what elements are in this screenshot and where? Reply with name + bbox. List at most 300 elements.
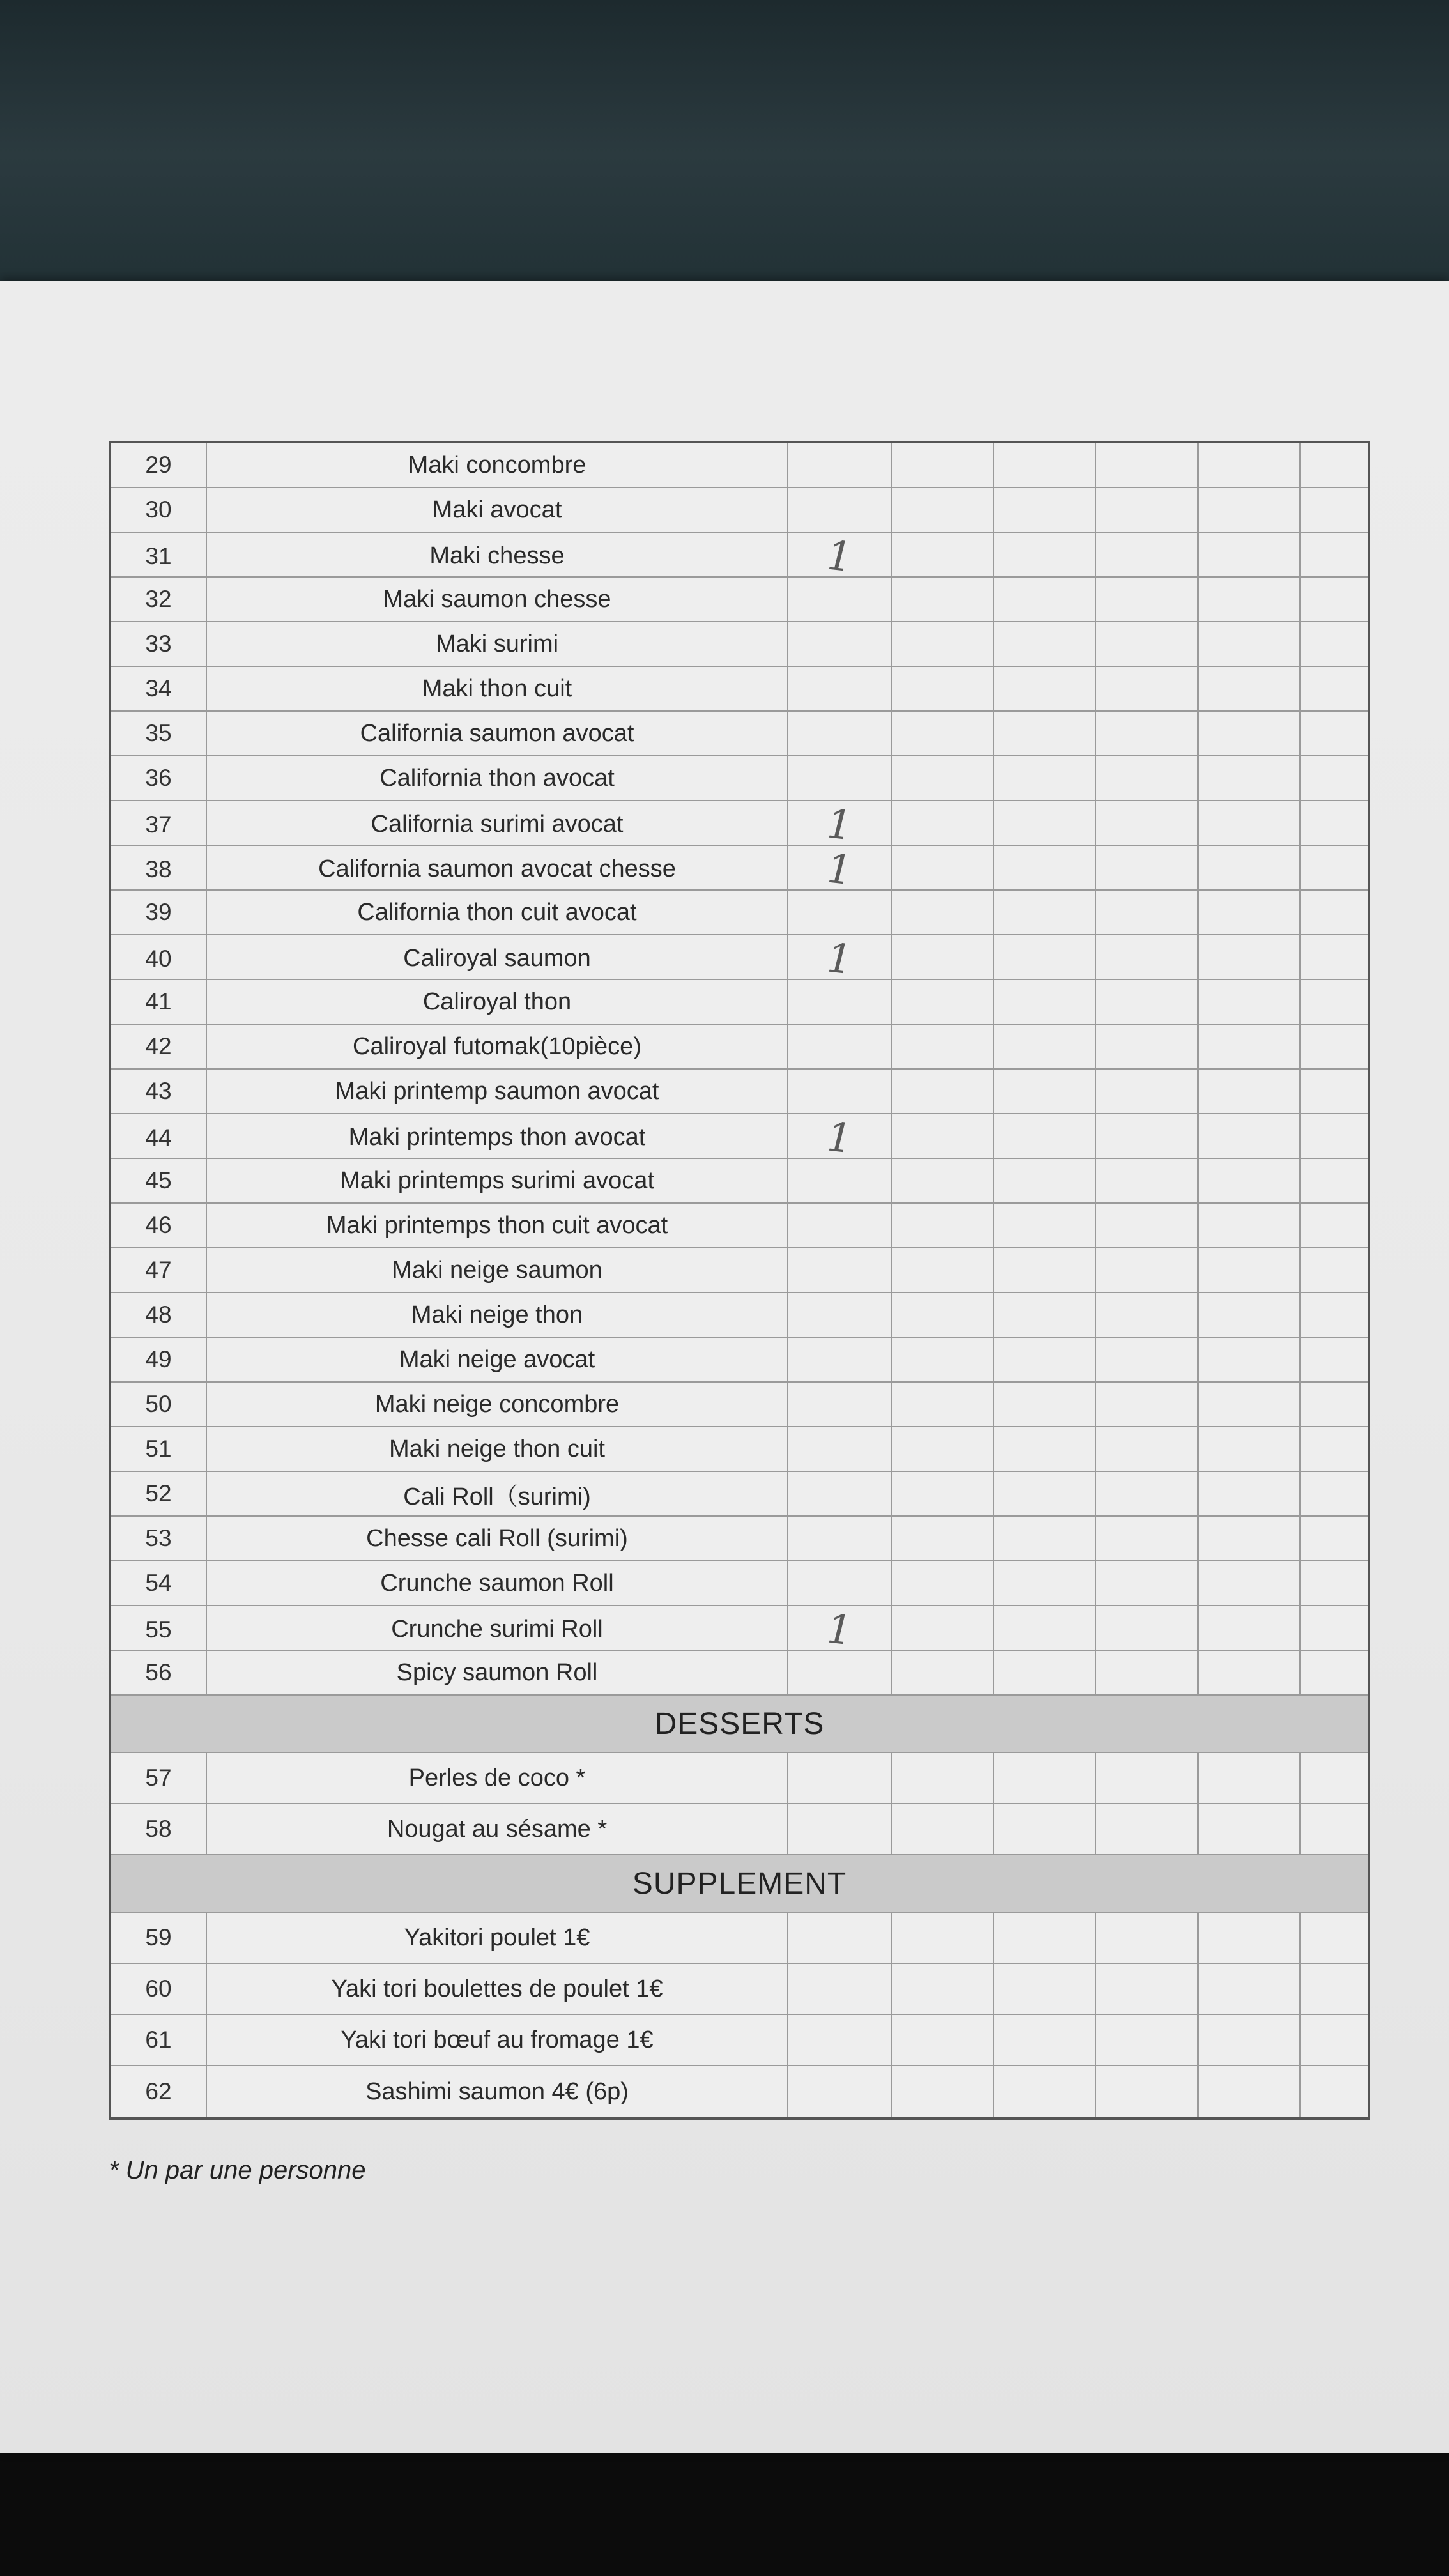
quantity-cell[interactable] [1096,443,1199,487]
quantity-cell[interactable] [788,935,892,982]
quantity-cell[interactable] [994,1204,1096,1247]
item-number: 30 [111,488,207,532]
quantity-cell[interactable] [892,935,994,982]
item-number: 35 [111,712,207,755]
quantity-cell[interactable] [994,935,1096,982]
quantity-cell[interactable] [1301,980,1411,1023]
quantity-cell[interactable] [1199,1472,1301,1515]
item-number: 52 [111,1472,207,1515]
item-name: Crunche surimi Roll [207,1606,788,1653]
item-number: 48 [111,1293,207,1337]
table-row [111,1804,1368,1855]
quantity-cell[interactable] [1199,667,1301,710]
table-row [111,845,1368,894]
quantity-cell[interactable] [994,1472,1096,1515]
item-name: Caliroyal futomak(10pièce) [207,1025,788,1068]
item-number: 43 [111,1070,207,1113]
quantity-cell[interactable] [1301,1472,1411,1515]
quantity-cell[interactable] [1096,1204,1199,1247]
quantity-cell[interactable] [994,891,1096,934]
item-number: 34 [111,667,207,710]
quantity-cell[interactable] [994,533,1096,579]
table-row [111,1293,1368,1338]
table-row [111,800,1368,849]
section-header-desserts: DESSERTS [111,1696,1368,1753]
item-name: Maki printemp saumon avocat [207,1070,788,1113]
quantity-cell[interactable] [994,1383,1096,1426]
quantity-cell[interactable] [892,1204,994,1247]
item-name: Chesse cali Roll (surimi) [207,1517,788,1560]
item-number: 59 [111,1913,207,1963]
quantity-cell[interactable] [788,801,892,848]
table-row [111,1025,1368,1070]
quantity-cell[interactable] [994,667,1096,710]
item-number: 49 [111,1338,207,1381]
quantity-cell[interactable] [788,1561,892,1605]
quantity-cell[interactable] [994,1159,1096,1202]
table-row [111,1605,1368,1654]
quantity-cell[interactable] [1096,667,1199,710]
item-number: 44 [111,1114,207,1161]
item-number: 57 [111,1753,207,1803]
quantity-cell[interactable] [788,1070,892,1113]
table-row [111,532,1368,581]
quantity-cell[interactable] [1199,1204,1301,1247]
quantity-cell[interactable] [1199,1606,1301,1653]
quantity-cell[interactable] [1199,533,1301,579]
quantity-cell[interactable] [788,1338,892,1381]
item-number: 41 [111,980,207,1023]
item-name: Caliroyal saumon [207,935,788,982]
quantity-cell[interactable] [1199,1070,1301,1113]
quantity-cell[interactable] [788,1753,892,1803]
quantity-cell[interactable] [1199,1383,1301,1426]
quantity-cell[interactable] [892,1517,994,1560]
item-number: 50 [111,1383,207,1426]
item-name: Yakitori poulet 1€ [207,1913,788,1963]
quantity-cell[interactable] [1301,1114,1411,1161]
table-row [111,1964,1368,2015]
item-name: California surimi avocat [207,801,788,848]
quantity-cell[interactable] [1096,1913,1199,1963]
quantity-cell[interactable] [892,578,994,621]
quantity-cell[interactable] [1199,1561,1301,1605]
quantity-cell[interactable] [1096,1472,1199,1515]
table-row [111,934,1368,983]
quantity-cell[interactable] [1199,1159,1301,1202]
item-number: 62 [111,2066,207,2117]
table-row [111,622,1368,667]
quantity-cell[interactable] [994,2015,1096,2065]
quantity-cell[interactable] [994,1293,1096,1337]
quantity-cell[interactable] [1199,443,1301,487]
quantity-cell[interactable] [1199,1964,1301,2014]
quantity-cell[interactable] [1199,488,1301,532]
quantity-cell[interactable] [1199,2066,1301,2117]
quantity-cell[interactable] [1301,801,1411,848]
item-number: 36 [111,756,207,800]
quantity-cell[interactable] [994,1114,1096,1161]
quantity-cell[interactable] [1301,1964,1411,2014]
quantity-cell[interactable] [1096,846,1199,893]
quantity-cell[interactable] [788,1517,892,1560]
quantity-cell[interactable] [1096,1517,1199,1560]
item-name: Maki neige concombre [207,1383,788,1426]
table-row [111,1113,1368,1162]
quantity-cell[interactable] [788,1159,892,1202]
footnote: * Un par une personne [109,2156,366,2184]
quantity-cell[interactable] [1096,1383,1199,1426]
quantity-cell[interactable] [1301,1561,1411,1605]
quantity-cell[interactable] [1096,2066,1199,2117]
table-row [111,1338,1368,1383]
table-row [111,1753,1368,1804]
quantity-cell[interactable] [1199,1248,1301,1292]
table-row [111,1472,1368,1517]
quantity-cell[interactable] [892,1248,994,1292]
quantity-cell[interactable] [788,667,892,710]
item-name: Maki surimi [207,622,788,666]
quantity-cell[interactable] [788,578,892,621]
table-row [111,1159,1368,1204]
quantity-cell[interactable] [892,488,994,532]
handwritten-quantity: 1 [821,1605,858,1654]
table-row [111,2015,1368,2066]
quantity-cell[interactable] [1301,2015,1411,2065]
quantity-cell[interactable] [1301,1651,1411,1694]
table-row [111,1248,1368,1293]
quantity-cell[interactable] [1199,2015,1301,2065]
table-row [111,443,1368,488]
table-row [111,1561,1368,1606]
table-row [111,2066,1368,2117]
item-number: 31 [111,533,207,579]
quantity-cell[interactable] [1301,1913,1411,1963]
quantity-cell[interactable] [994,980,1096,1023]
quantity-cell[interactable] [1199,935,1301,982]
quantity-cell[interactable] [1096,980,1199,1023]
quantity-cell[interactable] [1301,1025,1411,1068]
quantity-cell[interactable] [892,1606,994,1653]
item-name: Maki avocat [207,488,788,532]
item-number: 53 [111,1517,207,1560]
quantity-cell[interactable] [1096,1114,1199,1161]
item-name: Perles de coco * [207,1753,788,1803]
quantity-cell[interactable] [1199,980,1301,1023]
quantity-cell[interactable] [1199,1293,1301,1337]
item-name: Maki chesse [207,533,788,579]
quantity-cell[interactable] [994,1070,1096,1113]
quantity-cell[interactable] [1301,935,1411,982]
quantity-cell[interactable] [1096,891,1199,934]
item-name: California thon cuit avocat [207,891,788,934]
table-row [111,667,1368,712]
quantity-cell[interactable] [788,1248,892,1292]
table-row [111,756,1368,801]
quantity-cell[interactable] [1199,1651,1301,1694]
quantity-cell[interactable] [892,1427,994,1471]
table-row [111,1427,1368,1472]
quantity-cell[interactable] [1096,1964,1199,2014]
quantity-cell[interactable] [1301,488,1411,532]
quantity-cell[interactable] [892,756,994,800]
quantity-cell[interactable] [788,756,892,800]
quantity-cell[interactable] [892,801,994,848]
quantity-cell[interactable] [994,622,1096,666]
item-name: Caliroyal thon [207,980,788,1023]
quantity-cell[interactable] [788,980,892,1023]
quantity-cell[interactable] [788,622,892,666]
item-number: 32 [111,578,207,621]
quantity-cell[interactable] [892,1472,994,1515]
quantity-cell[interactable] [994,846,1096,893]
quantity-cell[interactable] [788,1293,892,1337]
item-name: California saumon avocat [207,712,788,755]
quantity-cell[interactable] [1199,1338,1301,1381]
quantity-cell[interactable] [994,756,1096,800]
quantity-cell[interactable] [892,1114,994,1161]
quantity-cell[interactable] [994,2066,1096,2117]
quantity-cell[interactable] [1199,1913,1301,1963]
quantity-cell[interactable] [1301,1204,1411,1247]
quantity-cell[interactable] [994,1517,1096,1560]
quantity-cell[interactable] [788,1427,892,1471]
quantity-cell[interactable] [892,846,994,893]
quantity-cell[interactable] [1199,1517,1301,1560]
item-number: 45 [111,1159,207,1202]
quantity-cell[interactable] [788,1472,892,1515]
quantity-cell[interactable] [788,443,892,487]
item-name: Maki printemps surimi avocat [207,1159,788,1202]
quantity-cell[interactable] [1301,846,1411,893]
item-name: Maki saumon chesse [207,578,788,621]
item-number: 29 [111,443,207,487]
quantity-cell[interactable] [1096,578,1199,621]
quantity-cell[interactable] [1199,712,1301,755]
quantity-cell[interactable] [1199,846,1301,893]
quantity-cell[interactable] [1096,1293,1199,1337]
quantity-cell[interactable] [1096,1804,1199,1854]
quantity-cell[interactable] [1096,1427,1199,1471]
item-name: Yaki tori boulettes de poulet 1€ [207,1964,788,2014]
quantity-cell[interactable] [1301,1338,1411,1381]
quantity-cell[interactable] [1301,1517,1411,1560]
menu-sheet [0,281,1449,2453]
quantity-cell[interactable] [892,2015,994,2065]
quantity-cell[interactable] [1301,712,1411,755]
quantity-cell[interactable] [1301,2066,1411,2117]
item-number: 47 [111,1248,207,1292]
quantity-cell[interactable] [892,1025,994,1068]
quantity-cell[interactable] [1301,1248,1411,1292]
quantity-cell[interactable] [892,1964,994,2014]
quantity-cell[interactable] [1301,1804,1411,1854]
quantity-cell[interactable] [994,1753,1096,1803]
quantity-cell[interactable] [994,443,1096,487]
quantity-cell[interactable] [994,578,1096,621]
quantity-cell[interactable] [788,891,892,934]
quantity-cell[interactable] [892,1753,994,1803]
quantity-cell[interactable] [1096,1753,1199,1803]
item-name: Maki neige avocat [207,1338,788,1381]
quantity-cell[interactable] [1096,1070,1199,1113]
quantity-cell[interactable] [1199,1025,1301,1068]
quantity-cell[interactable] [788,1025,892,1068]
quantity-cell[interactable] [1096,801,1199,848]
table-row [111,1070,1368,1114]
quantity-cell[interactable] [994,1913,1096,1963]
quantity-cell[interactable] [1301,622,1411,666]
quantity-cell[interactable] [892,1913,994,1963]
quantity-cell[interactable] [892,1159,994,1202]
item-number: 38 [111,846,207,893]
handwritten-quantity: 1 [821,934,858,983]
quantity-cell[interactable] [994,1964,1096,2014]
table-row [111,1913,1368,1964]
quantity-cell[interactable] [892,1804,994,1854]
item-name: Cali Roll（surimi) [207,1472,788,1515]
quantity-cell[interactable] [1096,1159,1199,1202]
quantity-cell[interactable] [788,2015,892,2065]
quantity-cell[interactable] [1301,1070,1411,1113]
quantity-cell[interactable] [1096,2015,1199,2065]
quantity-cell[interactable] [1301,1383,1411,1426]
quantity-cell[interactable] [1301,1753,1411,1803]
quantity-cell[interactable] [1301,1427,1411,1471]
quantity-cell[interactable] [1199,1427,1301,1471]
background-floor [0,2453,1449,2576]
handwritten-quantity: 1 [821,845,858,894]
quantity-cell[interactable] [994,1651,1096,1694]
item-number: 56 [111,1651,207,1694]
quantity-cell[interactable] [994,1606,1096,1653]
quantity-cell[interactable] [994,712,1096,755]
quantity-cell[interactable] [1301,891,1411,934]
quantity-cell[interactable] [892,1070,994,1113]
quantity-cell[interactable] [892,1293,994,1337]
item-number: 40 [111,935,207,982]
quantity-cell[interactable] [1096,488,1199,532]
quantity-cell[interactable] [788,846,892,893]
table-row [111,488,1368,533]
handwritten-quantity: 1 [821,1113,858,1162]
quantity-cell[interactable] [1199,622,1301,666]
quantity-cell[interactable] [892,1338,994,1381]
item-number: 61 [111,2015,207,2065]
quantity-cell[interactable] [994,488,1096,532]
quantity-cell[interactable] [1096,622,1199,666]
section-header-supplement: SUPPLEMENT [111,1855,1368,1913]
item-name: California thon avocat [207,756,788,800]
quantity-cell[interactable] [892,712,994,755]
quantity-cell[interactable] [1301,1606,1411,1653]
quantity-cell[interactable] [994,1025,1096,1068]
quantity-cell[interactable] [1301,533,1411,579]
quantity-cell[interactable] [788,1651,892,1694]
quantity-cell[interactable] [892,443,994,487]
quantity-cell[interactable] [1301,1159,1411,1202]
quantity-cell[interactable] [1096,1561,1199,1605]
quantity-cell[interactable] [892,533,994,579]
item-name: Maki concombre [207,443,788,487]
quantity-cell[interactable] [788,1804,892,1854]
item-name: Maki printemps thon avocat [207,1114,788,1161]
quantity-cell[interactable] [892,622,994,666]
quantity-cell[interactable] [994,801,1096,848]
quantity-cell[interactable] [788,1204,892,1247]
item-name: Spicy saumon Roll [207,1651,788,1694]
quantity-cell[interactable] [1301,1293,1411,1337]
quantity-cell[interactable] [892,980,994,1023]
item-number: 54 [111,1561,207,1605]
item-name: Maki neige thon [207,1293,788,1337]
quantity-cell[interactable] [1096,1338,1199,1381]
quantity-cell[interactable] [788,1383,892,1426]
quantity-cell[interactable] [1096,533,1199,579]
item-number: 39 [111,891,207,934]
item-number: 55 [111,1606,207,1653]
quantity-cell[interactable] [788,1114,892,1161]
quantity-cell[interactable] [1199,1804,1301,1854]
item-name: California saumon avocat chesse [207,846,788,893]
quantity-cell[interactable] [892,1383,994,1426]
quantity-cell[interactable] [1096,1651,1199,1694]
quantity-cell[interactable] [1096,756,1199,800]
quantity-cell[interactable] [1301,756,1411,800]
quantity-cell[interactable] [788,1606,892,1653]
quantity-cell[interactable] [788,2066,892,2117]
quantity-cell[interactable] [892,891,994,934]
handwritten-quantity: 1 [821,532,858,581]
quantity-cell[interactable] [892,667,994,710]
quantity-cell[interactable] [1096,712,1199,755]
quantity-cell[interactable] [1096,1606,1199,1653]
quantity-cell[interactable] [1096,1248,1199,1292]
quantity-cell[interactable] [994,1338,1096,1381]
quantity-cell[interactable] [788,712,892,755]
quantity-cell[interactable] [994,1561,1096,1605]
quantity-cell[interactable] [892,2066,994,2117]
quantity-cell[interactable] [1199,891,1301,934]
quantity-cell[interactable] [1199,1753,1301,1803]
quantity-cell[interactable] [994,1248,1096,1292]
quantity-cell[interactable] [1096,935,1199,982]
quantity-cell[interactable] [1199,578,1301,621]
table-row [111,1517,1368,1561]
quantity-cell[interactable] [1096,1025,1199,1068]
quantity-cell[interactable] [788,1964,892,2014]
quantity-cell[interactable] [1301,667,1411,710]
item-number: 37 [111,801,207,848]
quantity-cell[interactable] [1301,443,1411,487]
quantity-cell[interactable] [788,1913,892,1963]
quantity-cell[interactable] [892,1651,994,1694]
item-name: Maki thon cuit [207,667,788,710]
item-number: 51 [111,1427,207,1471]
quantity-cell[interactable] [1199,756,1301,800]
quantity-cell[interactable] [994,1804,1096,1854]
item-number: 42 [111,1025,207,1068]
quantity-cell[interactable] [1199,1114,1301,1161]
quantity-cell[interactable] [994,1427,1096,1471]
quantity-cell[interactable] [788,533,892,579]
quantity-cell[interactable] [1301,578,1411,621]
quantity-cell[interactable] [892,1561,994,1605]
quantity-cell[interactable] [788,488,892,532]
quantity-cell[interactable] [1199,801,1301,848]
table-row [111,1204,1368,1248]
item-number: 60 [111,1964,207,2014]
